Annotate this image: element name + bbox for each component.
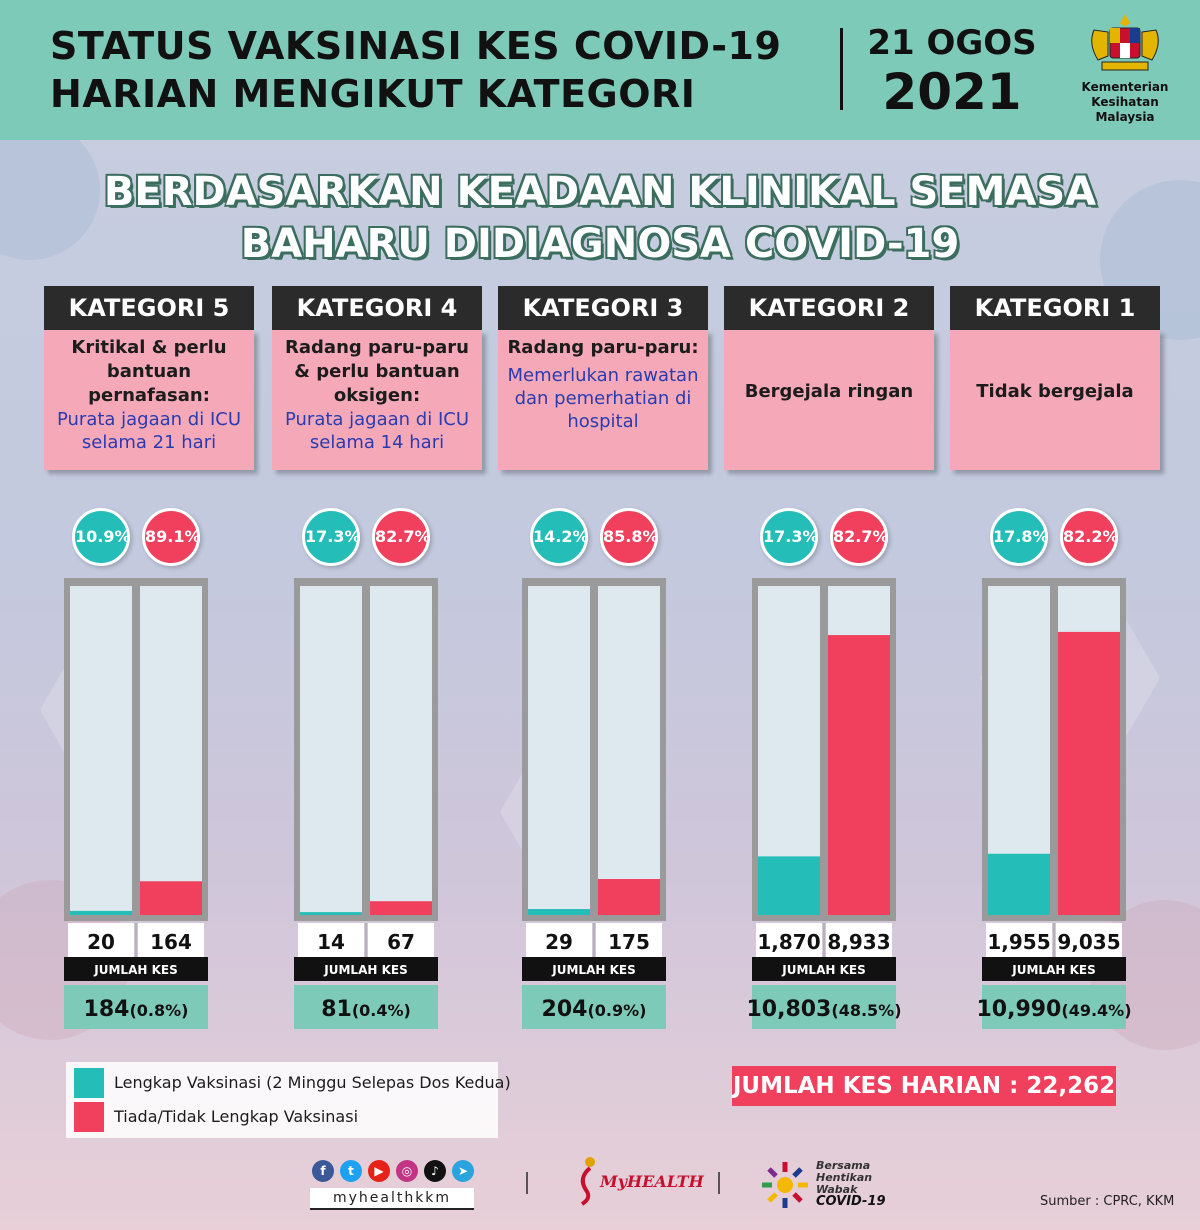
total-label: JUMLAH KES xyxy=(1012,963,1096,977)
description-sub: Purata jagaan di ICU selama 14 hari xyxy=(284,409,470,453)
value-label: 9,035 xyxy=(1057,930,1121,954)
footer-separator xyxy=(718,1172,720,1194)
bar-unvaccinated xyxy=(140,881,202,915)
instagram-icon[interactable]: ◎ xyxy=(396,1160,418,1182)
twitter-icon[interactable]: t xyxy=(340,1160,362,1182)
description-sub: Purata jagaan di ICU selama 21 hari xyxy=(56,409,242,453)
footer-separator xyxy=(526,1172,528,1194)
value-label: 14 xyxy=(317,930,345,954)
bar-track xyxy=(598,586,660,915)
bar-vaccinated xyxy=(988,854,1050,915)
category-heading: KATEGORI 3 xyxy=(498,286,708,330)
bar-track xyxy=(528,586,590,915)
ministry-name-1: Kementerian xyxy=(1081,80,1169,94)
ministry-name-2: Kesihatan xyxy=(1091,95,1159,109)
badge-vaccinated-pct: 17.8% xyxy=(990,508,1048,566)
total-value xyxy=(976,997,1131,1022)
category-description xyxy=(272,330,482,470)
value-label: 164 xyxy=(150,930,192,954)
header-divider xyxy=(840,28,843,110)
value-label: 1,955 xyxy=(987,930,1051,954)
ministry-name-3: Malaysia xyxy=(1095,110,1155,124)
badge-vaccinated-pct: 14.2% xyxy=(530,508,588,566)
bar-vaccinated xyxy=(528,909,590,915)
legend-swatch-red xyxy=(74,1102,104,1132)
legend xyxy=(66,1062,511,1138)
title-line-1: STATUS VAKSINASI KES COVID-19 xyxy=(50,24,782,68)
total-count: 184 xyxy=(83,997,130,1022)
tiktok-icon[interactable]: ♪ xyxy=(424,1160,446,1182)
description-main: Tidak bergejala xyxy=(976,381,1134,402)
bar-vaccinated xyxy=(70,911,132,915)
page-title xyxy=(50,22,781,118)
value-label: 67 xyxy=(387,930,415,954)
total-label: JUMLAH KES xyxy=(324,963,408,977)
category-heading: KATEGORI 5 xyxy=(44,286,254,330)
legend-label: Tiada/Tidak Lengkap Vaksinasi xyxy=(114,1107,359,1126)
category-heading: KATEGORI 2 xyxy=(724,286,934,330)
total-share: (0.8%) xyxy=(129,1001,189,1020)
total-share: (0.9%) xyxy=(587,1001,647,1020)
description-main: Radang paru-paru: xyxy=(507,337,699,358)
category-description xyxy=(44,330,254,470)
badge-vaccinated-pct: 17.3% xyxy=(760,508,818,566)
total-share: (0.4%) xyxy=(351,1001,411,1020)
badge-vaccinated-pct: 17.3% xyxy=(302,508,360,566)
facebook-icon[interactable]: f xyxy=(312,1160,334,1182)
badge-unvaccinated-pct: 85.8% xyxy=(600,508,658,566)
social-media-bar xyxy=(310,1160,480,1212)
campaign-line-1: Bersama xyxy=(816,1159,871,1172)
bar-track xyxy=(140,586,202,915)
bar-unvaccinated xyxy=(1058,632,1120,915)
date-year: 2021 xyxy=(882,63,1022,121)
campaign-line-4: COVID-19 xyxy=(816,1194,886,1209)
bar-unvaccinated xyxy=(828,635,890,915)
daily-total-cases: JUMLAH KES HARIAN : 22,262 xyxy=(732,1066,1116,1106)
value-label: 175 xyxy=(608,930,650,954)
category-description xyxy=(950,330,1160,470)
sun-burst-icon xyxy=(760,1160,810,1210)
value-label: 1,870 xyxy=(757,930,821,954)
description-sub: Memerlukan rawatan dan pemerhatian di hospital xyxy=(507,365,699,432)
legend-label: Lengkap Vaksinasi (2 Minggu Selepas Dos Kedua) xyxy=(114,1073,511,1092)
badge-unvaccinated-pct: 82.7% xyxy=(830,508,888,566)
bar-vaccinated xyxy=(300,912,362,915)
myhealth-logo xyxy=(574,1150,704,1216)
value-label: 29 xyxy=(545,930,573,954)
badge-unvaccinated-pct: 82.2% xyxy=(1060,508,1118,566)
title-line-2: HARIAN MENGIKUT KATEGORI xyxy=(50,72,696,116)
bar-track xyxy=(370,586,432,915)
social-handle: myhealthkkm xyxy=(310,1188,474,1210)
date-day-month: 21 OGOS xyxy=(867,23,1037,63)
total-share: (49.4%) xyxy=(1061,1001,1132,1020)
bar-track xyxy=(300,586,362,915)
total-label: JUMLAH KES xyxy=(782,963,866,977)
bar-unvaccinated xyxy=(370,901,432,915)
description-main: Radang paru-paru & perlu bantuan oksigen: xyxy=(285,337,469,406)
badge-unvaccinated-pct: 82.7% xyxy=(372,508,430,566)
category-description xyxy=(724,330,934,470)
badge-vaccinated-pct: 10.9% xyxy=(72,508,130,566)
legend-swatch-teal xyxy=(74,1068,104,1098)
subtitle-line-2: BAHARU DIDIAGNOSA COVID-19 xyxy=(240,221,960,267)
total-label: JUMLAH KES xyxy=(552,963,636,977)
category-heading: KATEGORI 1 xyxy=(950,286,1160,330)
bar-vaccinated xyxy=(758,856,820,915)
total-value xyxy=(746,997,901,1022)
report-date xyxy=(862,22,1042,120)
total-count: 10,990 xyxy=(976,997,1062,1022)
total-count: 204 xyxy=(541,997,588,1022)
crest-icon xyxy=(1084,10,1166,76)
campaign-line-3: Wabak xyxy=(816,1183,858,1196)
description-main: Kritikal & perlu bantuan pernafasan: xyxy=(71,337,227,406)
myhealth-text: MyHEALTH xyxy=(600,1172,704,1191)
total-label: JUMLAH KES xyxy=(94,963,178,977)
value-label: 20 xyxy=(87,930,115,954)
telegram-icon[interactable]: ➤ xyxy=(452,1160,474,1182)
value-label: 8,933 xyxy=(827,930,891,954)
header-banner xyxy=(0,0,1200,140)
category-heading: KATEGORI 4 xyxy=(272,286,482,330)
vaccination-bar-chart xyxy=(0,570,1200,1040)
total-count: 81 xyxy=(321,997,352,1022)
bar-track xyxy=(70,586,132,915)
total-value xyxy=(84,997,189,1022)
campaign-text xyxy=(816,1160,886,1208)
total-value xyxy=(542,997,647,1022)
description-main: Bergejala ringan xyxy=(744,381,914,402)
total-count: 10,803 xyxy=(746,997,832,1022)
campaign-logo xyxy=(760,1154,920,1220)
total-share: (48.5%) xyxy=(831,1001,902,1020)
campaign-line-2: Hentikan xyxy=(816,1171,873,1184)
ministry-logo xyxy=(1080,10,1170,125)
data-source: Sumber : CPRC, KKM xyxy=(1040,1194,1175,1209)
subtitle-line-1: BERDASARKAN KEADAAN KLINIKAL SEMASA xyxy=(103,169,1097,215)
youtube-icon[interactable]: ▶ xyxy=(368,1160,390,1182)
category-description xyxy=(498,330,708,470)
bar-unvaccinated xyxy=(598,879,660,915)
chart-subtitle xyxy=(0,166,1200,270)
total-value xyxy=(321,997,411,1022)
badge-unvaccinated-pct: 89.1% xyxy=(142,508,200,566)
